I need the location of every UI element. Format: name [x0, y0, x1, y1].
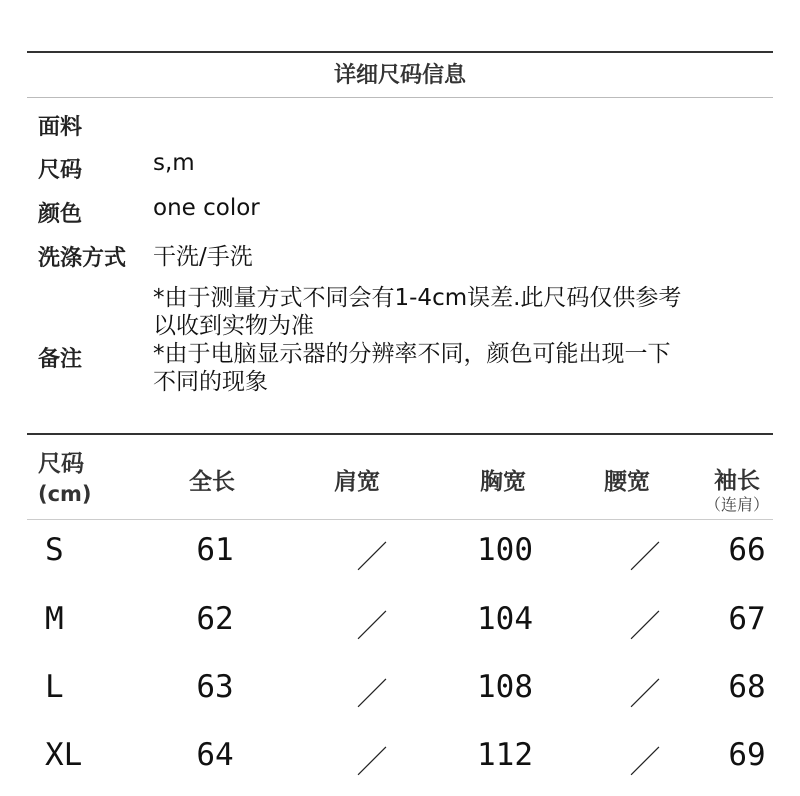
length-cell: 62	[196, 601, 234, 637]
chest-cell: 100	[477, 532, 533, 568]
sleeve-cell: 66	[728, 532, 766, 568]
sleeve-cell: 68	[728, 669, 766, 705]
size-cell: L	[45, 669, 64, 705]
title-rule	[27, 97, 773, 98]
header-waist: 腰宽	[604, 469, 650, 495]
note-line: 不同的现象	[153, 369, 268, 395]
header-bottom-rule	[27, 519, 773, 520]
shoulder-cell: ／	[356, 609, 388, 645]
chest-cell: 112	[477, 737, 533, 773]
waist-cell: ／	[629, 677, 661, 713]
note-line: 以收到实物为准	[153, 313, 314, 339]
color-label: 颜色	[38, 202, 83, 227]
fabric-label: 面料	[38, 115, 83, 140]
wash-value: 干洗/手洗	[153, 244, 253, 270]
size-label: 尺码	[38, 158, 83, 183]
header-shoulder: 肩宽	[334, 469, 380, 495]
sleeve-cell: 69	[728, 737, 766, 773]
note-line: *由于测量方式不同会有1-4cm误差.此尺码仅供参考	[153, 285, 682, 311]
shoulder-cell: ／	[356, 677, 388, 713]
chest-cell: 104	[477, 601, 533, 637]
header-size: 尺码	[38, 451, 84, 477]
color-value: one color	[153, 195, 260, 221]
page-title: 详细尺码信息	[333, 63, 466, 88]
notes-text	[153, 284, 773, 396]
note-line: *由于电脑显示器的分辨率不同，颜色可能出现一下	[153, 341, 671, 367]
length-cell: 61	[196, 532, 234, 568]
wash-label: 洗涤方式	[38, 246, 127, 271]
length-cell: 63	[196, 669, 234, 705]
waist-cell: ／	[629, 540, 661, 576]
length-cell: 64	[196, 737, 234, 773]
waist-cell: ／	[629, 609, 661, 645]
shoulder-cell: ／	[356, 540, 388, 576]
table-top-rule	[27, 433, 773, 435]
header-length: 全长	[189, 469, 235, 495]
notes-label: 备注	[38, 347, 83, 372]
header-size-unit: (cm)	[38, 482, 92, 506]
sleeve-cell: 67	[728, 601, 766, 637]
size-cell: XL	[45, 737, 83, 773]
size-cell: M	[45, 601, 64, 637]
header-sleeve-note: （连肩）	[704, 495, 769, 514]
size-value: s,m	[153, 150, 195, 176]
size-cell: S	[45, 532, 64, 568]
top-rule	[27, 51, 773, 53]
shoulder-cell: ／	[356, 745, 388, 781]
header-sleeve: 袖长	[714, 468, 760, 494]
chest-cell: 108	[477, 669, 533, 705]
waist-cell: ／	[629, 745, 661, 781]
header-chest: 胸宽	[480, 469, 526, 495]
